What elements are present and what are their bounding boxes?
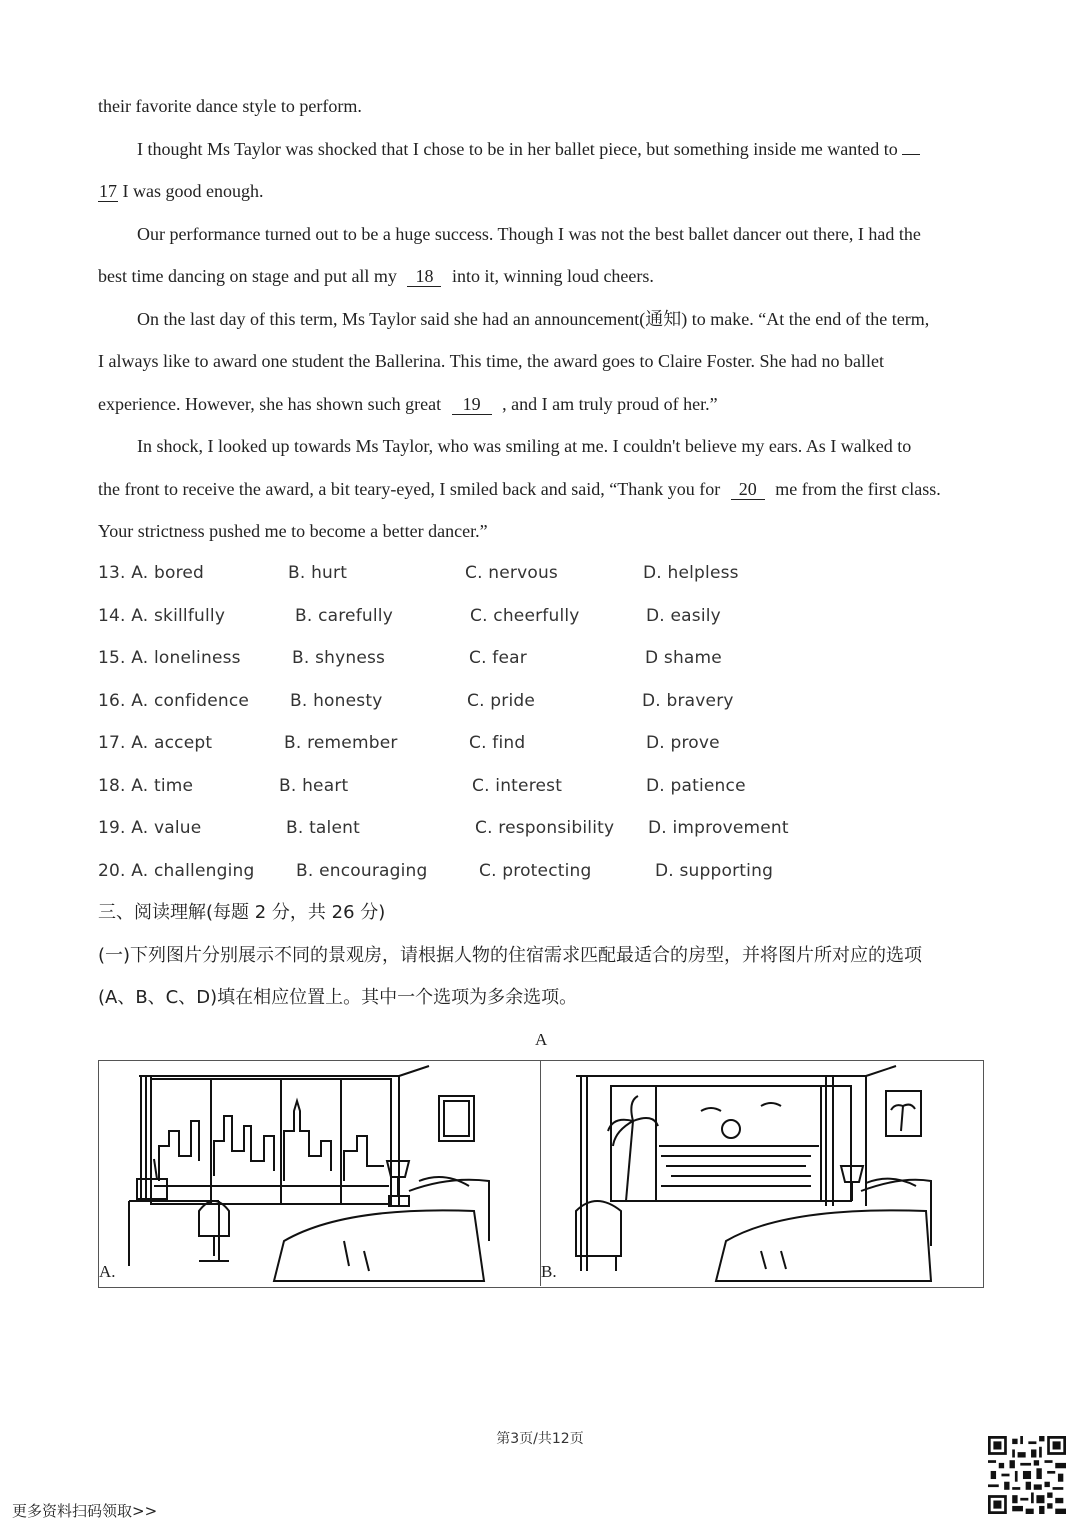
option-d: D. bravery bbox=[642, 691, 734, 711]
figure-caption: A bbox=[535, 1030, 548, 1049]
passage-text: I thought Ms Taylor was shocked that I chose to be in her ballet piece, but something inside me wanted to bbox=[137, 139, 898, 159]
sea-view-room-illustration bbox=[541, 1061, 981, 1285]
figure-label-a: A. bbox=[99, 1262, 116, 1281]
blank-19: 19 bbox=[452, 394, 492, 415]
option-b: B. honesty bbox=[290, 691, 383, 711]
option-a: 16. A. confidence bbox=[98, 691, 250, 711]
option-d: D. easily bbox=[646, 606, 721, 626]
page-number: 第3页/共12页 bbox=[496, 1431, 584, 1447]
passage-line bbox=[98, 477, 941, 501]
passage-text: , and I am truly proud of her.” bbox=[502, 394, 718, 414]
option-b: B. talent bbox=[286, 818, 360, 838]
passage-text: I was good enough. bbox=[122, 181, 264, 201]
passage-line: In shock, I looked up towards Ms Taylor, who was smiling at me. I couldn't believe my ears. As I walked to bbox=[137, 436, 912, 456]
passage-line: their favorite dance style to perform. bbox=[98, 96, 362, 116]
section-heading: 三、阅读理解(每题 2 分，共 26 分) bbox=[98, 902, 386, 923]
passage-text: best time dancing on stage and put all my bbox=[98, 266, 397, 286]
option-b: B. heart bbox=[279, 776, 349, 796]
option-c: C. interest bbox=[472, 776, 563, 796]
option-a: 18. A. time bbox=[98, 776, 194, 796]
passage-line bbox=[98, 179, 263, 203]
blank-17: 17 bbox=[99, 181, 117, 201]
city-view-room-illustration bbox=[99, 1061, 539, 1285]
blank-18: 18 bbox=[407, 266, 441, 287]
blank-line bbox=[902, 154, 920, 155]
option-c: C. find bbox=[469, 733, 526, 753]
option-c: C. fear bbox=[469, 648, 527, 668]
option-d: D. prove bbox=[646, 733, 720, 753]
passage-text: into it, winning loud cheers. bbox=[451, 266, 654, 286]
option-c: C. nervous bbox=[465, 563, 558, 583]
passage-text: the front to receive the award, a bit teary-eyed, I smiled back and said, “Thank you for bbox=[98, 479, 721, 499]
passage-line: On the last day of this term, Ms Taylor said she had an announcement(通知) to make. “At the end of the term, bbox=[137, 309, 930, 329]
option-c: C. pride bbox=[467, 691, 536, 711]
passage-line bbox=[98, 264, 654, 288]
option-a: 20. A. challenging bbox=[98, 861, 255, 881]
option-b: B. hurt bbox=[288, 563, 348, 583]
qr-code-icon[interactable] bbox=[988, 1436, 1066, 1514]
section-instruction: (A、B、C、D)填在相应位置上。其中一个选项为多余选项。 bbox=[98, 987, 578, 1008]
option-c: C. protecting bbox=[479, 861, 592, 881]
passage-line: Our performance turned out to be a huge success. Though I was not the best ballet dancer out there, I had the bbox=[137, 224, 921, 244]
option-a: 13. A. bored bbox=[98, 563, 205, 583]
passage-text: experience. However, she has shown such great bbox=[98, 394, 442, 414]
more-resources-link[interactable]: 更多资料扫码领取>> bbox=[12, 1502, 158, 1520]
option-d: D. improvement bbox=[648, 818, 789, 838]
passage-line: I always like to award one student the Ballerina. This time, the award goes to Claire Foster. She had no ballet bbox=[98, 351, 884, 371]
figure-label-b: B. bbox=[541, 1262, 557, 1281]
blank-20: 20 bbox=[731, 479, 765, 500]
option-a: 19. A. value bbox=[98, 818, 202, 838]
option-b: B. shyness bbox=[292, 648, 386, 668]
passage-line: Your strictness pushed me to become a better dancer.” bbox=[98, 521, 488, 541]
option-a: 15. A. loneliness bbox=[98, 648, 241, 668]
option-d: D shame bbox=[645, 648, 722, 668]
passage-line bbox=[98, 392, 718, 416]
option-c: C. cheerfully bbox=[470, 606, 580, 626]
option-b: B. remember bbox=[284, 733, 398, 753]
passage-text: me from the first class. bbox=[775, 479, 941, 499]
option-a: 17. A. accept bbox=[98, 733, 213, 753]
passage-line bbox=[137, 137, 920, 161]
option-d: D. helpless bbox=[643, 563, 739, 583]
option-d: D. patience bbox=[646, 776, 746, 796]
option-c: C. responsibility bbox=[475, 818, 615, 838]
option-b: B. carefully bbox=[295, 606, 393, 626]
option-a: 14. A. skillfully bbox=[98, 606, 226, 626]
option-d: D. supporting bbox=[655, 861, 774, 881]
option-b: B. encouraging bbox=[296, 861, 428, 881]
section-instruction: (一)下列图片分别展示不同的景观房，请根据人物的住宿需求匹配最适合的房型，并将图片所对应的选项 bbox=[98, 945, 923, 966]
